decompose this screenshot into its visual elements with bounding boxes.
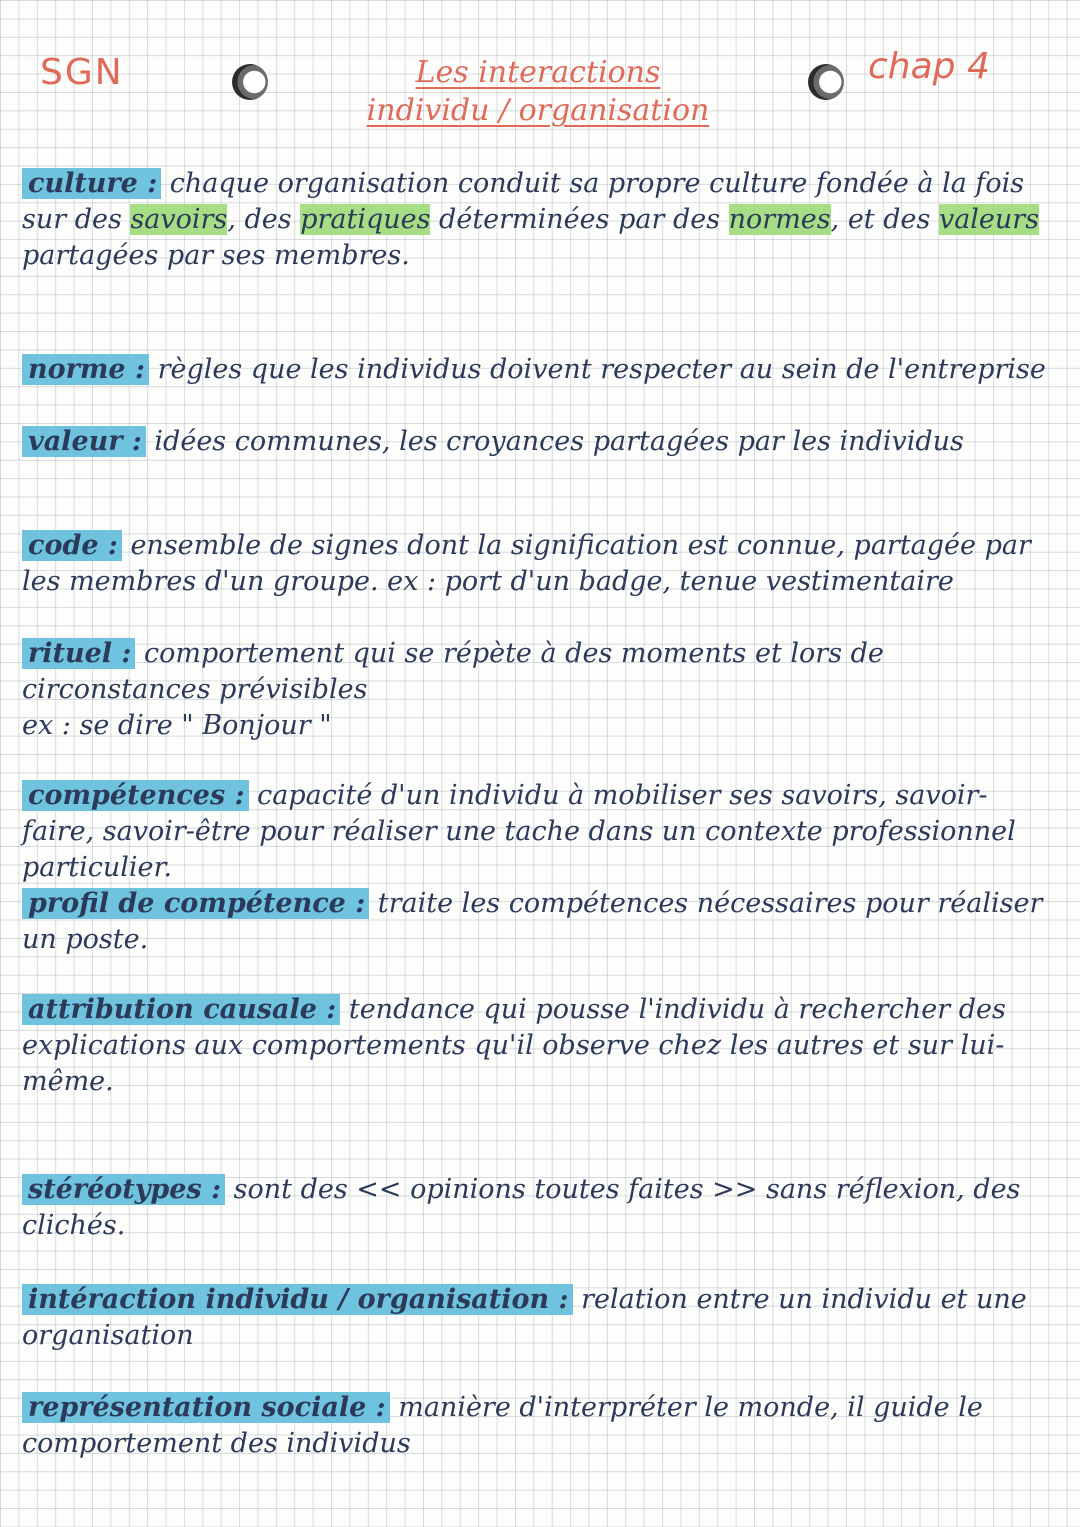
term-stereotypes: stéréotypes : (22, 1174, 225, 1205)
stereotypes-definition: sont des << opinions toutes faites >> sans réflexion, des clichés. (22, 1174, 1021, 1241)
subject-label: SGN (40, 52, 124, 93)
entry-stereotypes (22, 1172, 1058, 1244)
term-representation-sociale: représentation sociale : (22, 1392, 390, 1423)
term-rituel: rituel : (22, 638, 135, 669)
culture-text-5: partagées par ses membres. (22, 240, 410, 271)
keyword-pratiques: pratiques (300, 204, 431, 235)
competences-definition: capacité d'un individu à mobiliser ses savoirs, savoir-faire, savoir-être pour réaliser une tache dans un contexte professionnel particulier. (22, 780, 1016, 883)
chapter-label: chap 4 (868, 46, 990, 87)
valeur-definition: idées communes, les croyances partagées par les individus (145, 426, 964, 457)
interaction-definition: relation entre un individu et une organisation (22, 1284, 1027, 1351)
term-norme: norme : (22, 354, 149, 385)
keyword-valeurs: valeurs (938, 204, 1040, 235)
norme-definition: règles que les individus doivent respecter au sein de l'entreprise (148, 354, 1046, 385)
entry-culture (22, 166, 1058, 274)
entry-competences (22, 778, 1058, 886)
page-title (268, 54, 808, 130)
entry-rituel (22, 636, 1058, 744)
term-valeur: valeur : (22, 426, 146, 457)
entry-attribution-causale (22, 992, 1058, 1100)
term-interaction-individu-organisation: intéraction individu / organisation : (22, 1284, 573, 1315)
entry-code (22, 528, 1058, 600)
code-definition: ensemble de signes dont la signification est connue, partagée par les membres d'un groupe. ex : port d'un badge, tenue vestimentaire (22, 530, 1031, 597)
entry-valeur (22, 424, 1058, 460)
binder-hole-left (232, 64, 268, 100)
term-attribution-causale: attribution causale : (22, 994, 340, 1025)
keyword-normes: normes (728, 204, 831, 235)
entry-profil (22, 886, 1058, 958)
culture-text-4: , et des (830, 204, 939, 235)
term-culture: culture : (22, 168, 161, 199)
keyword-savoirs: savoirs (130, 204, 228, 235)
attribution-definition: tendance qui pousse l'individu à rechercher des explications aux comportements qu'il observe chez les autres et sur lui-même. (22, 994, 1006, 1097)
term-code: code : (22, 530, 122, 561)
representation-definition: manière d'interpréter le monde, il guide le comportement des individus (22, 1392, 983, 1459)
entry-interaction (22, 1282, 1058, 1354)
term-competences: compétences : (22, 780, 249, 811)
entry-representation-sociale (22, 1390, 1058, 1462)
culture-text-1: chaque organisation conduit sa propre culture fondée à la fois sur des (22, 168, 1025, 235)
rituel-definition: comportement qui se répète à des moments et lors de circonstances prévisibles (22, 638, 884, 705)
entry-norme (22, 352, 1058, 388)
profil-definition: traite les compétences nécessaires pour réaliser un poste. (22, 888, 1043, 955)
title-line-2: individu / organisation (366, 93, 710, 128)
culture-text-2: , des (227, 204, 301, 235)
binder-hole-right (808, 64, 844, 100)
culture-text-3: déterminées par des (430, 204, 729, 235)
term-profil-de-competence: profil de compétence : (22, 888, 369, 919)
rituel-example: ex : se dire " Bonjour " (22, 710, 332, 741)
title-line-1: Les interactions (415, 55, 661, 90)
